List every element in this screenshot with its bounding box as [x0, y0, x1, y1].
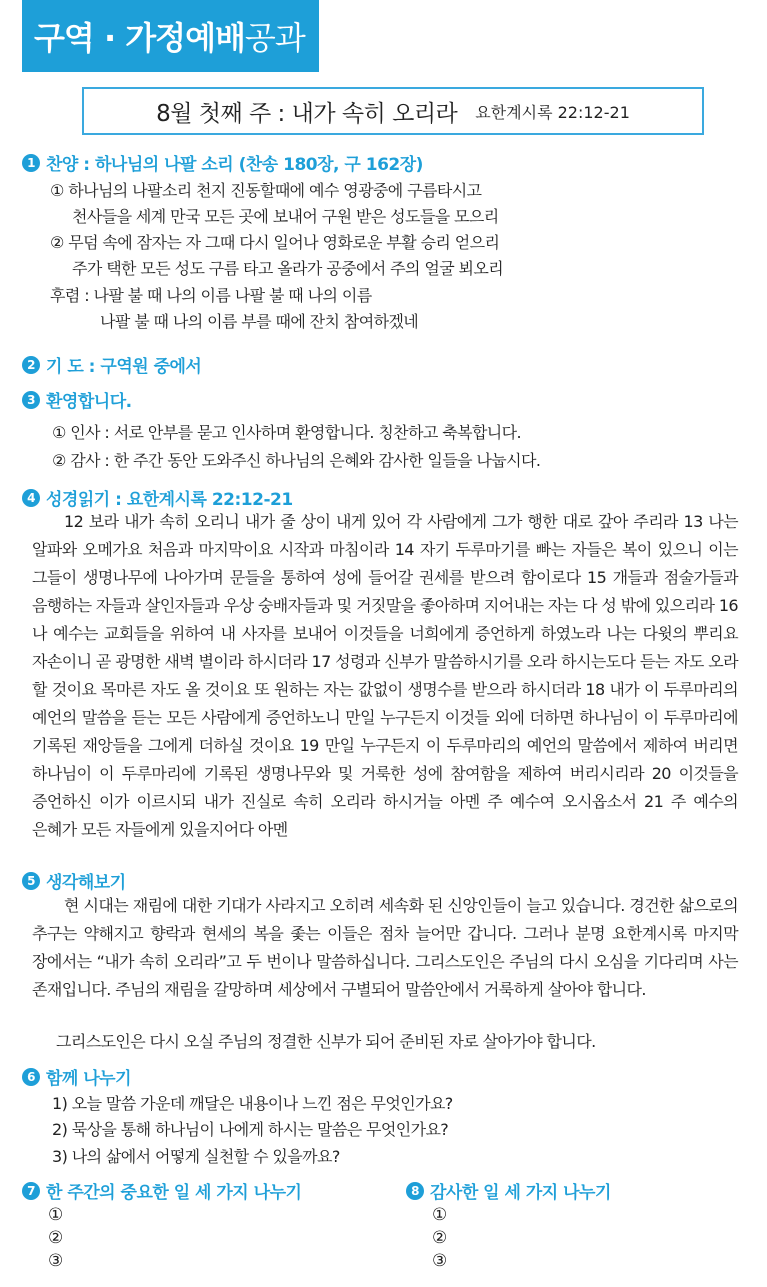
section-sharing-title: [22, 1064, 131, 1089]
section-number-badge: 3: [22, 391, 40, 409]
section-title-text: 기 도 : 구역원 중에서: [46, 357, 202, 377]
welcome-line: ② 감사 : 한 주간 동안 도와주신 하나님의 은혜와 감사한 일들을 나눕시다.: [52, 451, 541, 470]
section-reflection-title: [22, 868, 126, 893]
section-title-text: 성경읽기 : 요한계시록 22:12-21: [46, 490, 293, 510]
header-title-bold: 구역 · 가정예배: [34, 19, 245, 57]
section-number-badge: 5: [22, 872, 40, 890]
section-hymn-title: [22, 150, 423, 175]
section-reading-title: [22, 485, 293, 510]
reflection-paragraph: 현 시대는 재림에 대한 기대가 사라지고 오히려 세속화 된 신앙인들이 늘고 있습니다. 경건한 삶으로의 추구는 약해지고 향락과 현세의 복을 좇는 이들은 점차 늘어만 갑니다. 그러나 분명 요한계시록 마지막 장에서는 “내가 속히 오리라”고 두 번이나 말씀하십니다. 그리스도인은 주님의 다시 오심을 기다리며 사는 존재입니다. 주님의 재림을 갈망하며 세상에서 구별되어 말씀안에서 거룩하게 살아야 합니다.: [32, 896, 738, 999]
section-number-badge: 2: [22, 356, 40, 374]
thanks-slot: ③: [432, 1251, 448, 1271]
thanks-slot: ①: [432, 1205, 448, 1225]
section-title-text: 찬양 : 하나님의 나팔 소리 (찬송 180장, 구 162장): [46, 155, 423, 175]
reflection-conclusion: 그리스도인은 다시 오실 주님의 정결한 신부가 되어 준비된 자로 살아가야 합니다.: [56, 1032, 596, 1051]
section-welcome-title: [22, 387, 132, 412]
week-title: 8월 첫째 주 : 내가 속히 오리라: [156, 100, 458, 127]
section-number-badge: 6: [22, 1068, 40, 1086]
hymn-line: 주가 택한 모든 성도 구름 타고 올라가 공중에서 주의 얼굴 뵈오리: [72, 259, 504, 278]
section-title-text: 한 주간의 중요한 일 세 가지 나누기: [46, 1183, 302, 1203]
important-slot: ③: [48, 1251, 64, 1271]
section-number-badge: 8: [406, 1182, 424, 1200]
section-important-title: [22, 1178, 301, 1203]
section-prayer-title: [22, 352, 201, 377]
thanks-slot: ②: [432, 1228, 448, 1248]
section-title-text: 생각해보기: [46, 873, 126, 893]
page-header-band: [22, 0, 319, 72]
hymn-line: ② 무덤 속에 잠자는 자 그때 다시 일어나 영화로운 부활 승리 얻으리: [50, 233, 500, 252]
hymn-line: 천사들을 세계 만국 모든 곳에 보내어 구원 받은 성도들을 모으리: [72, 207, 499, 226]
section-number-badge: 1: [22, 154, 40, 172]
section-number-badge: 4: [22, 489, 40, 507]
week-reference: 요한계시록 22:12-21: [475, 102, 630, 122]
sharing-question: 3) 나의 삶에서 어떻게 실천할 수 있을까요?: [52, 1147, 340, 1166]
sharing-question: 1) 오늘 말씀 가운데 깨달은 내용이나 느낀 점은 무엇인가요?: [52, 1094, 453, 1113]
section-title-text: 환영합니다.: [46, 392, 132, 412]
section-title-text: 함께 나누기: [46, 1069, 132, 1089]
important-slot: ②: [48, 1228, 64, 1248]
hymn-chorus-line: 후렴 : 나팔 불 때 나의 이름 나팔 불 때 나의 이름: [50, 286, 372, 305]
hymn-chorus-line: 나팔 불 때 나의 이름 부를 때에 잔치 참여하겠네: [100, 312, 419, 331]
welcome-line: ① 인사 : 서로 안부를 묻고 인사하며 환영합니다. 칭찬하고 축복합니다.: [52, 423, 521, 442]
header-title-light: 공과: [244, 19, 305, 57]
section-title-text: 감사한 일 세 가지 나누기: [430, 1183, 611, 1203]
scripture-text: 12 보라 내가 속히 오리니 내가 줄 상이 내게 있어 각 사람에게 그가 행한 대로 갚아 주리라 13 나는 알파와 오메가요 처음과 마지막이요 시작과 마침이라 14 자기 두루마기를 빠는 자들은 복이 있으니 이는 그들이 생명나무에 나아가며 문들을 통하여 성에 들어갈 권세를 받으려 함이로다 15 개들과 점술가들과 음행하는 자들과 살인자들과 우상 숭배자들과 및 거짓말을 좋아하며 지어내는 자는 다 성 밖에 있으리라 16 나 예수는 교회들을 위하여 내 사자를 보내어 이것들을 너희에게 증언하게 하였노라 나는 다윗의 뿌리요 자손이니 곧 광명한 새벽 별이라 하시더라 17 성령과 신부가 말씀하시기를 오라 하시는도다 듣는 자도 오라 할 것이요 목마른 자도 올 것이요 또 원하는 자는 값없이 생명수를 받으라 하시더라 18 내가 이 두루마리의 예언의 말씀을 듣는 모든 사람에게 증언하노니 만일 누구든지 이것들 외에 더하면 하나님이 이 두루마리에 기록된 재앙들을 그에게 더하실 것이요 19 만일 누구든지 이 두루마리의 예언의 말씀에서 제하여 버리면 하나님이 이 두루마리에 기록된 생명나무와 및 거룩한 성에 참여함을 제하여 버리시리라 20 이것들을 증언하신 이가 이르시되 내가 진실로 속히 오리라 하시거늘 아멘 주 예수여 오시옵소서 21 주 예수의 은혜가 모든 자들에게 있을지어다 아멘: [32, 512, 738, 839]
hymn-line: ① 하나님의 나팔소리 천지 진동할때에 예수 영광중에 구름타시고: [50, 181, 482, 200]
section-thanks-title: [406, 1178, 611, 1203]
sharing-question: 2) 묵상을 통해 하나님이 나에게 하시는 말씀은 무엇인가요?: [52, 1120, 449, 1139]
section-number-badge: 7: [22, 1182, 40, 1200]
week-title-box: [82, 87, 704, 135]
important-slot: ①: [48, 1205, 64, 1225]
